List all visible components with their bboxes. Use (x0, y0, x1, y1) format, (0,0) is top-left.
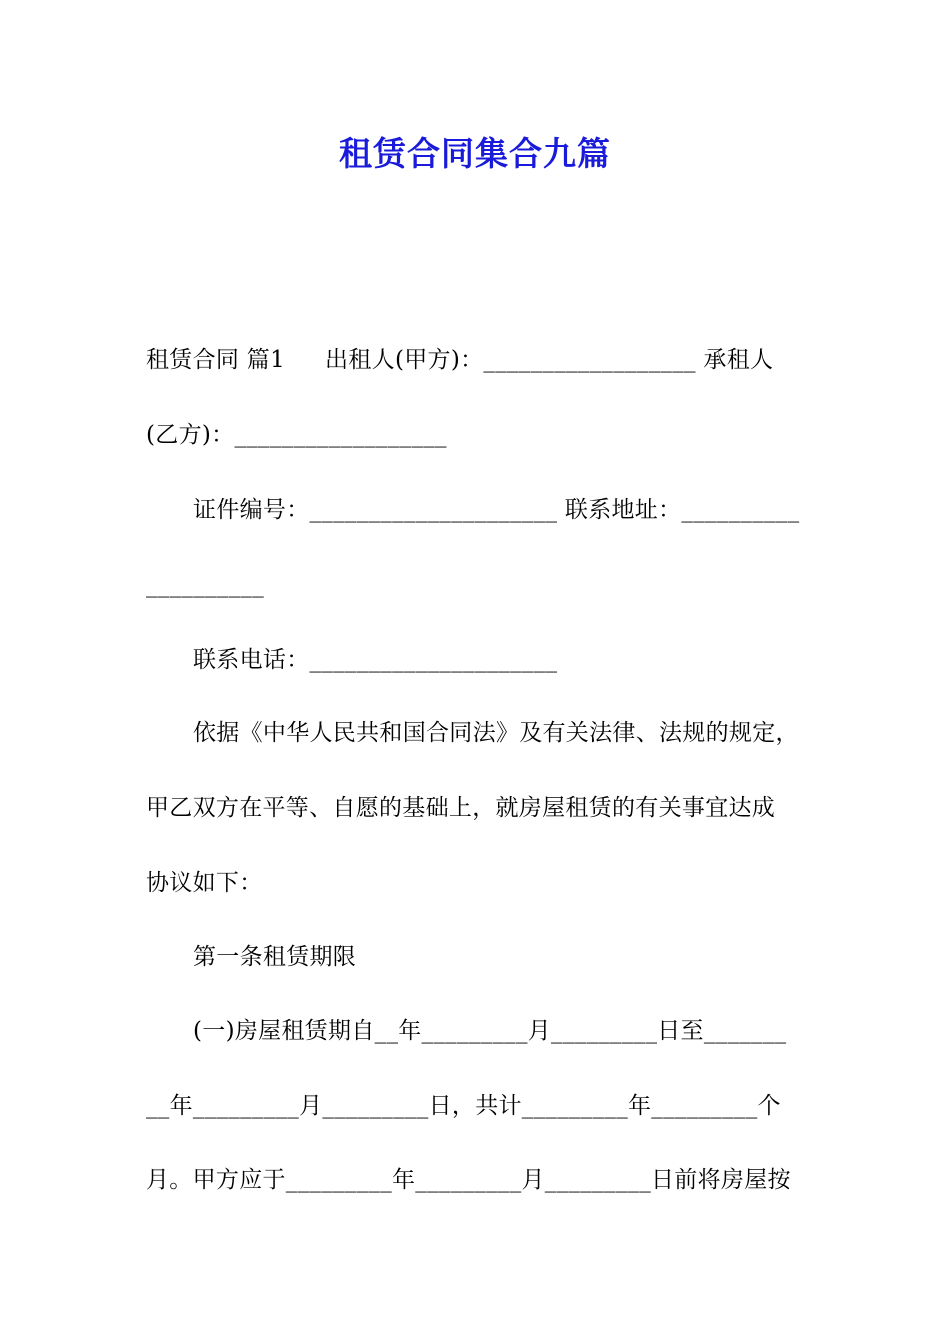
lessor-field-label: 出租人(甲方)：__________________ 承租人 (325, 347, 774, 373)
text-line-3: 证件编号：_____________________ 联系地址：__________ (193, 497, 800, 523)
text-line-1 (146, 345, 816, 375)
text-line-8: 协议如下： (146, 870, 263, 896)
text-line-10: (一)房屋租赁期自__年_________月_________日至_______ (193, 1018, 787, 1044)
text-line-11: __年_________月_________日，共计_________年_________个 (146, 1093, 781, 1119)
document-title: 租赁合同集合九篇 (339, 134, 611, 173)
text-line-5: 联系电话：_____________________ (193, 647, 558, 673)
text-line-7: 甲乙双方在平等、自愿的基础上，就房屋租赁的有关事宜达成 (146, 795, 776, 821)
text-line-4: __________ (146, 572, 264, 598)
text-line-9: 第一条租赁期限 (193, 944, 357, 970)
text-line-12: 月。甲方应于_________年_________月_________日前将房屋按 (146, 1167, 791, 1193)
text-line-6: 依据《中华人民共和国合同法》及有关法律、法规的规定， (193, 720, 799, 746)
section-heading: 租赁合同 篇1 (146, 347, 286, 373)
text-line-2: (乙方)：__________________ (146, 422, 447, 448)
